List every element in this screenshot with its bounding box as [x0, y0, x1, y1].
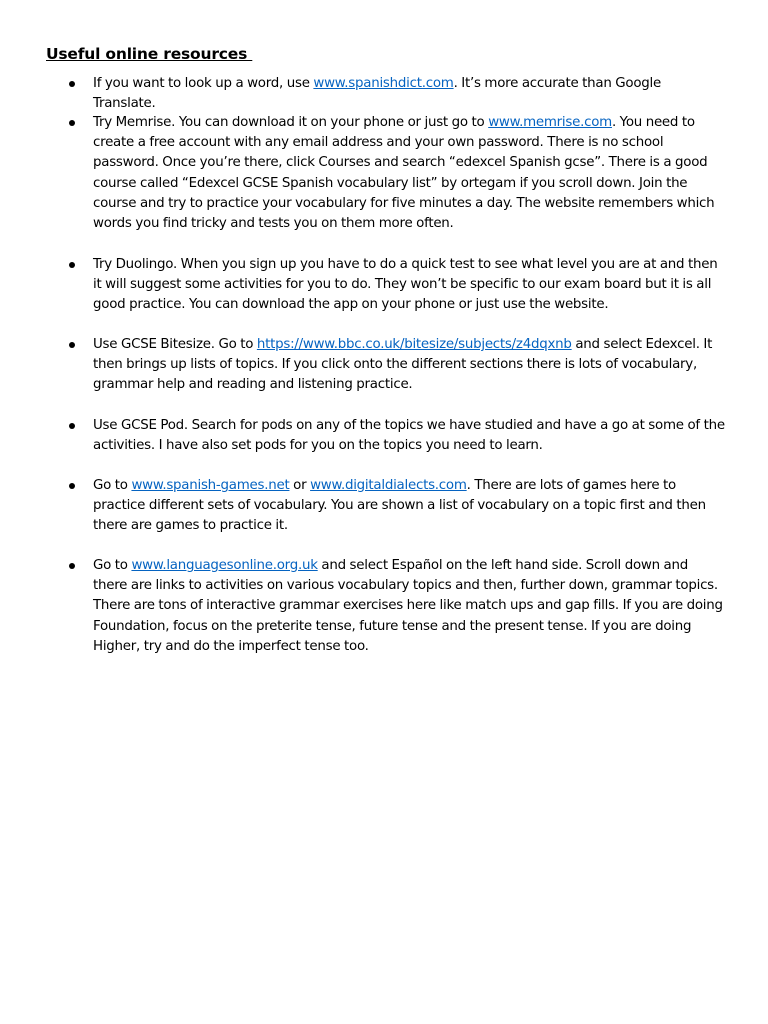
bullet-icon — [69, 120, 75, 126]
text-segment: or — [289, 478, 311, 493]
text-segment: and select Edexcel. It then brings up lists of topics. If you click onto the different sections there is lots of vocabulary, grammar help and reading and listening practice. — [93, 337, 713, 393]
text-segment: . You need to create a free account with any email address and your own password. There is no school password. Once you’re there, click Courses and search “edexcel Spanish gcse”. There is a good course called “Edexcel GCSE Spanish vocabulary list” by ortegam if you scroll down. Join the course and try to practice your vocabulary for five minutes a day. The website remembers which words you find tricky and tests you on them more often. — [93, 115, 715, 232]
link-languagesonline[interactable]: www.languagesonline.org.uk — [131, 558, 318, 573]
list-item-text — [93, 476, 725, 537]
list-item-text — [93, 335, 725, 396]
text-segment: Go to — [93, 478, 132, 493]
bullet-icon — [69, 423, 75, 429]
list-item-text — [93, 416, 725, 456]
link-digitaldialects[interactable]: www.digitaldialects.com — [310, 478, 467, 493]
text-segment: Try Memrise. You can download it on your phone or just go to — [93, 115, 489, 130]
bullet-icon — [69, 81, 75, 87]
bullet-icon — [69, 262, 75, 268]
bullet-icon — [69, 342, 75, 348]
list-item-text — [93, 556, 725, 657]
text-segment: If you want to look up a word, use — [93, 76, 314, 91]
text-segment: Try Duolingo. When you sign up you have to do a quick test to see what level you are at and then it will suggest some activities for you to do. They won’t be specific to our exam board but it is all good practice. You can download the app on your phone or just use the website. — [93, 257, 718, 313]
link-memrise[interactable]: www.memrise.com — [488, 115, 612, 130]
text-segment: . It’s more accurate than Google Translate. — [93, 76, 662, 112]
bullet-icon — [69, 563, 75, 569]
text-segment: . There are lots of games here to practice different sets of vocabulary. You are shown a list of vocabulary on a topic first and then there are games to practice it. — [93, 478, 706, 534]
page-title: Useful online resources — [46, 45, 253, 63]
list-item-text — [93, 255, 725, 316]
text-segment: Use GCSE Pod. Search for pods on any of the topics we have studied and have a go at some of the activities. I have also set pods for you on the topics you need to learn. — [93, 418, 725, 454]
list-item-text — [93, 74, 725, 114]
text-segment: and select Español on the left hand side. Scroll down and there are links to activities on various vocabulary topics and then, further down, grammar topics. There are tons of interactive grammar exercises here like match ups and gap fills. If you are doing Foundation, focus on the preterite tense, future tense and the present tense. If you are doing Higher, try and do the imperfect tense too. — [93, 558, 723, 654]
list-item-text — [93, 113, 725, 234]
bullet-icon — [69, 483, 75, 489]
link-spanishdict[interactable]: www.spanishdict.com — [313, 76, 454, 91]
text-segment: Use GCSE Bitesize. Go to — [93, 337, 257, 352]
link-spanish-games[interactable]: www.spanish-games.net — [131, 478, 290, 493]
text-segment: Go to — [93, 558, 132, 573]
link-bbc-bitesize[interactable]: https://www.bbc.co.uk/bitesize/subjects/z4dqxnb — [256, 337, 572, 352]
